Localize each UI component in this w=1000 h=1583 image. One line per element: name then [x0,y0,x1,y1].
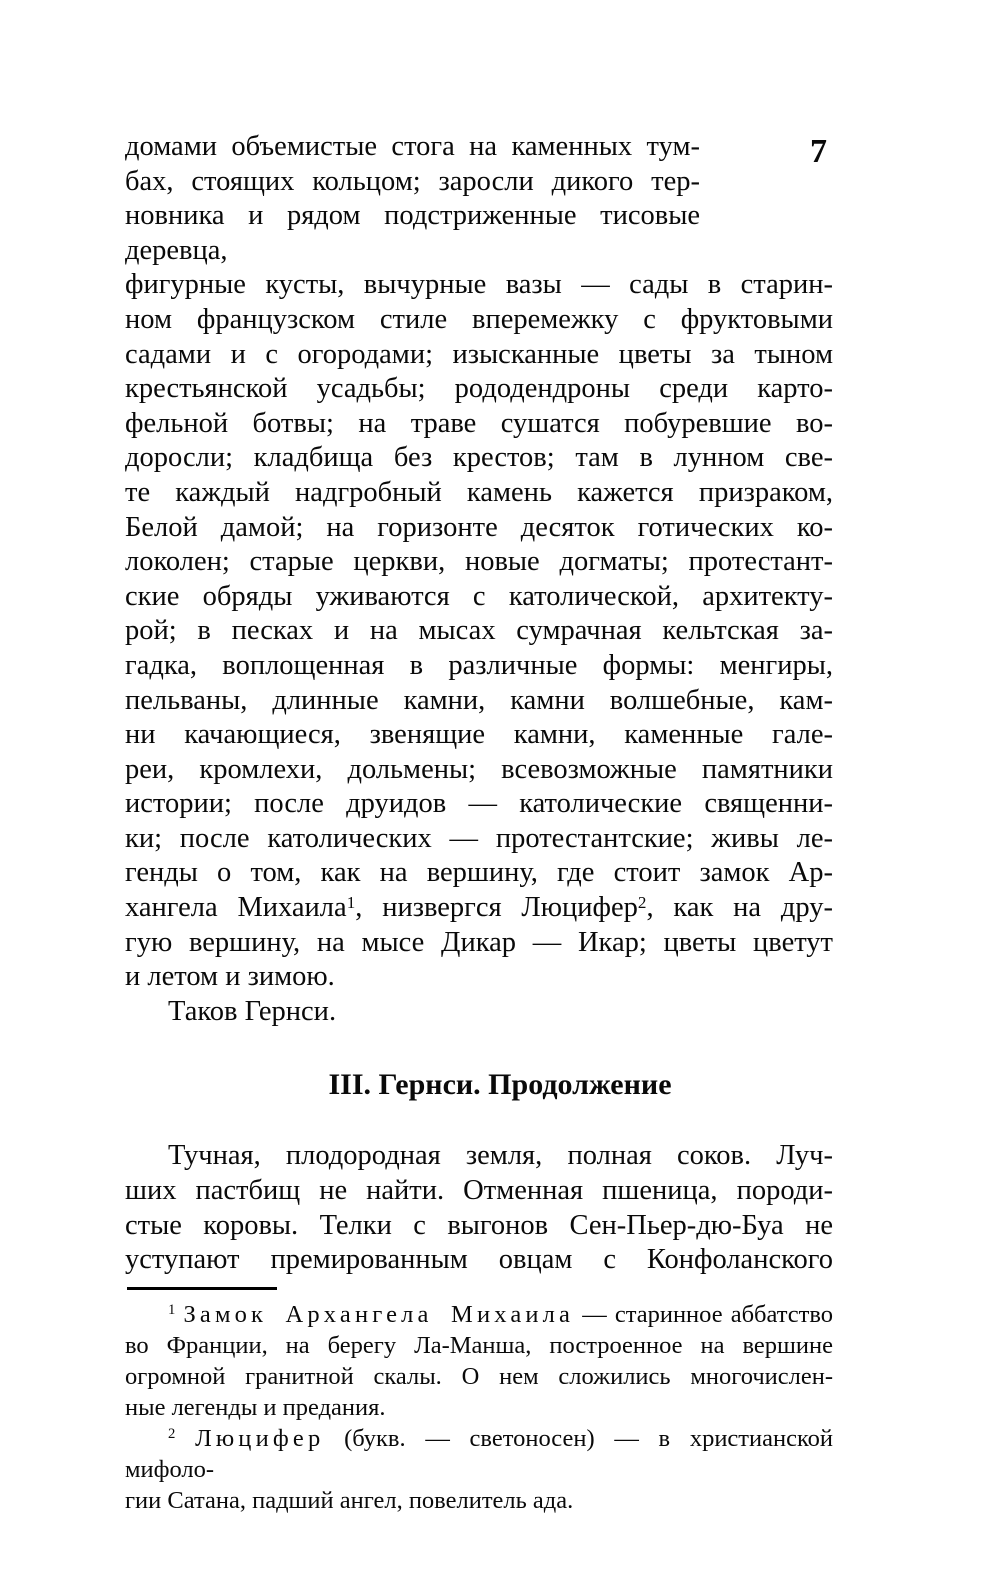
text-line: хангела Михаила$^1$, низвергся Люцифер$^2$, как на дру- [125,892,833,924]
text-line: ном французском стиле вперемежку с фруктовыми [125,303,833,335]
paragraph-guernsey-description [125,130,833,1029]
text-line: огромной гранитной скалы. О нем сложились многочислен- [125,1362,833,1390]
text-line: гадка, воплощенная в различные формы: менгиры, [125,649,833,681]
paragraph-guernsey-continuation [125,1139,833,1277]
text-line: ни качающиеся, звенящие камни, каменные гале- [125,719,833,751]
text-line: ки; после католических — протестантские; живы ле- [125,822,833,854]
text-line: гии Сатана, падший ангел, повелитель ада. [125,1486,574,1514]
text-line: крестьянской усадьбы; рододендроны среди карто- [125,373,833,405]
text-line: гую вершину, на мысе Дикар — Икар; цветы цветут [125,926,833,958]
text-line: и летом и зимою. [125,961,335,993]
text-line: $^1$ Замок Архангела Михаила — старинное аббатство [168,1300,833,1328]
footnotes-section [125,1299,833,1516]
text-line: доросли; кладбища без крестов; там в лунном све- [125,442,833,474]
text-line: Таков Гернси. [168,995,337,1027]
text-line: реи, кромлехи, дольмены; всевозможные памятники [125,753,833,785]
page-number: 7 [810,133,827,170]
footnote-divider [127,1287,277,1290]
text-line: домами объемистые стога на каменных тум- [125,131,700,162]
text-line: ные легенды и предания. [125,1393,386,1421]
text-line: Тучная, плодородная земля, полная соков. Луч- [168,1140,833,1172]
text-line: ские обряды уживаются с католической, архитекту- [125,580,833,612]
text-line: генды о том, как на вершину, где стоит замок Ар- [125,857,833,889]
text-line: ших пастбищ не найти. Отменная пшеница, породи- [125,1175,833,1207]
text-line: локолен; старые церкви, новые догматы; протестант- [125,546,833,578]
text-line: новника и рядом подстриженные тисовые деревца, [125,200,700,266]
text-line: во Франции, на берегу Ла-Манша, построенное на вершине [125,1331,833,1359]
text-line: фигурные кусты, вычурные вазы — сады в старин- [125,269,833,301]
text-line: стые коровы. Телки с выгонов Сен-Пьер-дю-Буа не [125,1209,833,1241]
text-line: пельваны, длинные камни, камни волшебные, кам- [125,684,833,716]
text-line: истории; после друидов — католические священни- [125,788,833,820]
text-line: рой; в песках и на мысах сумрачная кельтская за- [125,615,833,647]
text-line: те каждый надгробный камень кажется призраком, [125,476,833,508]
text-line: $^2$ Люцифер (букв. — светоносен) — в христианской мифоло- [125,1424,834,1483]
text-line: садами и с огородами; изысканные цветы за тыном [125,338,833,370]
text-line: Белой дамой; на горизонте десяток готических ко- [125,511,833,543]
chapter-heading: III. Гернси. Продолжение [328,1068,672,1102]
text-line: фельной ботвы; на траве сушатся побуревшие во- [125,407,833,439]
text-line: бах, стоящих кольцом; заросли дикого тер- [125,165,700,197]
paragraph-1-lines [125,130,833,1029]
text-line: уступают премированным овцам с Конфоланского [125,1244,833,1276]
